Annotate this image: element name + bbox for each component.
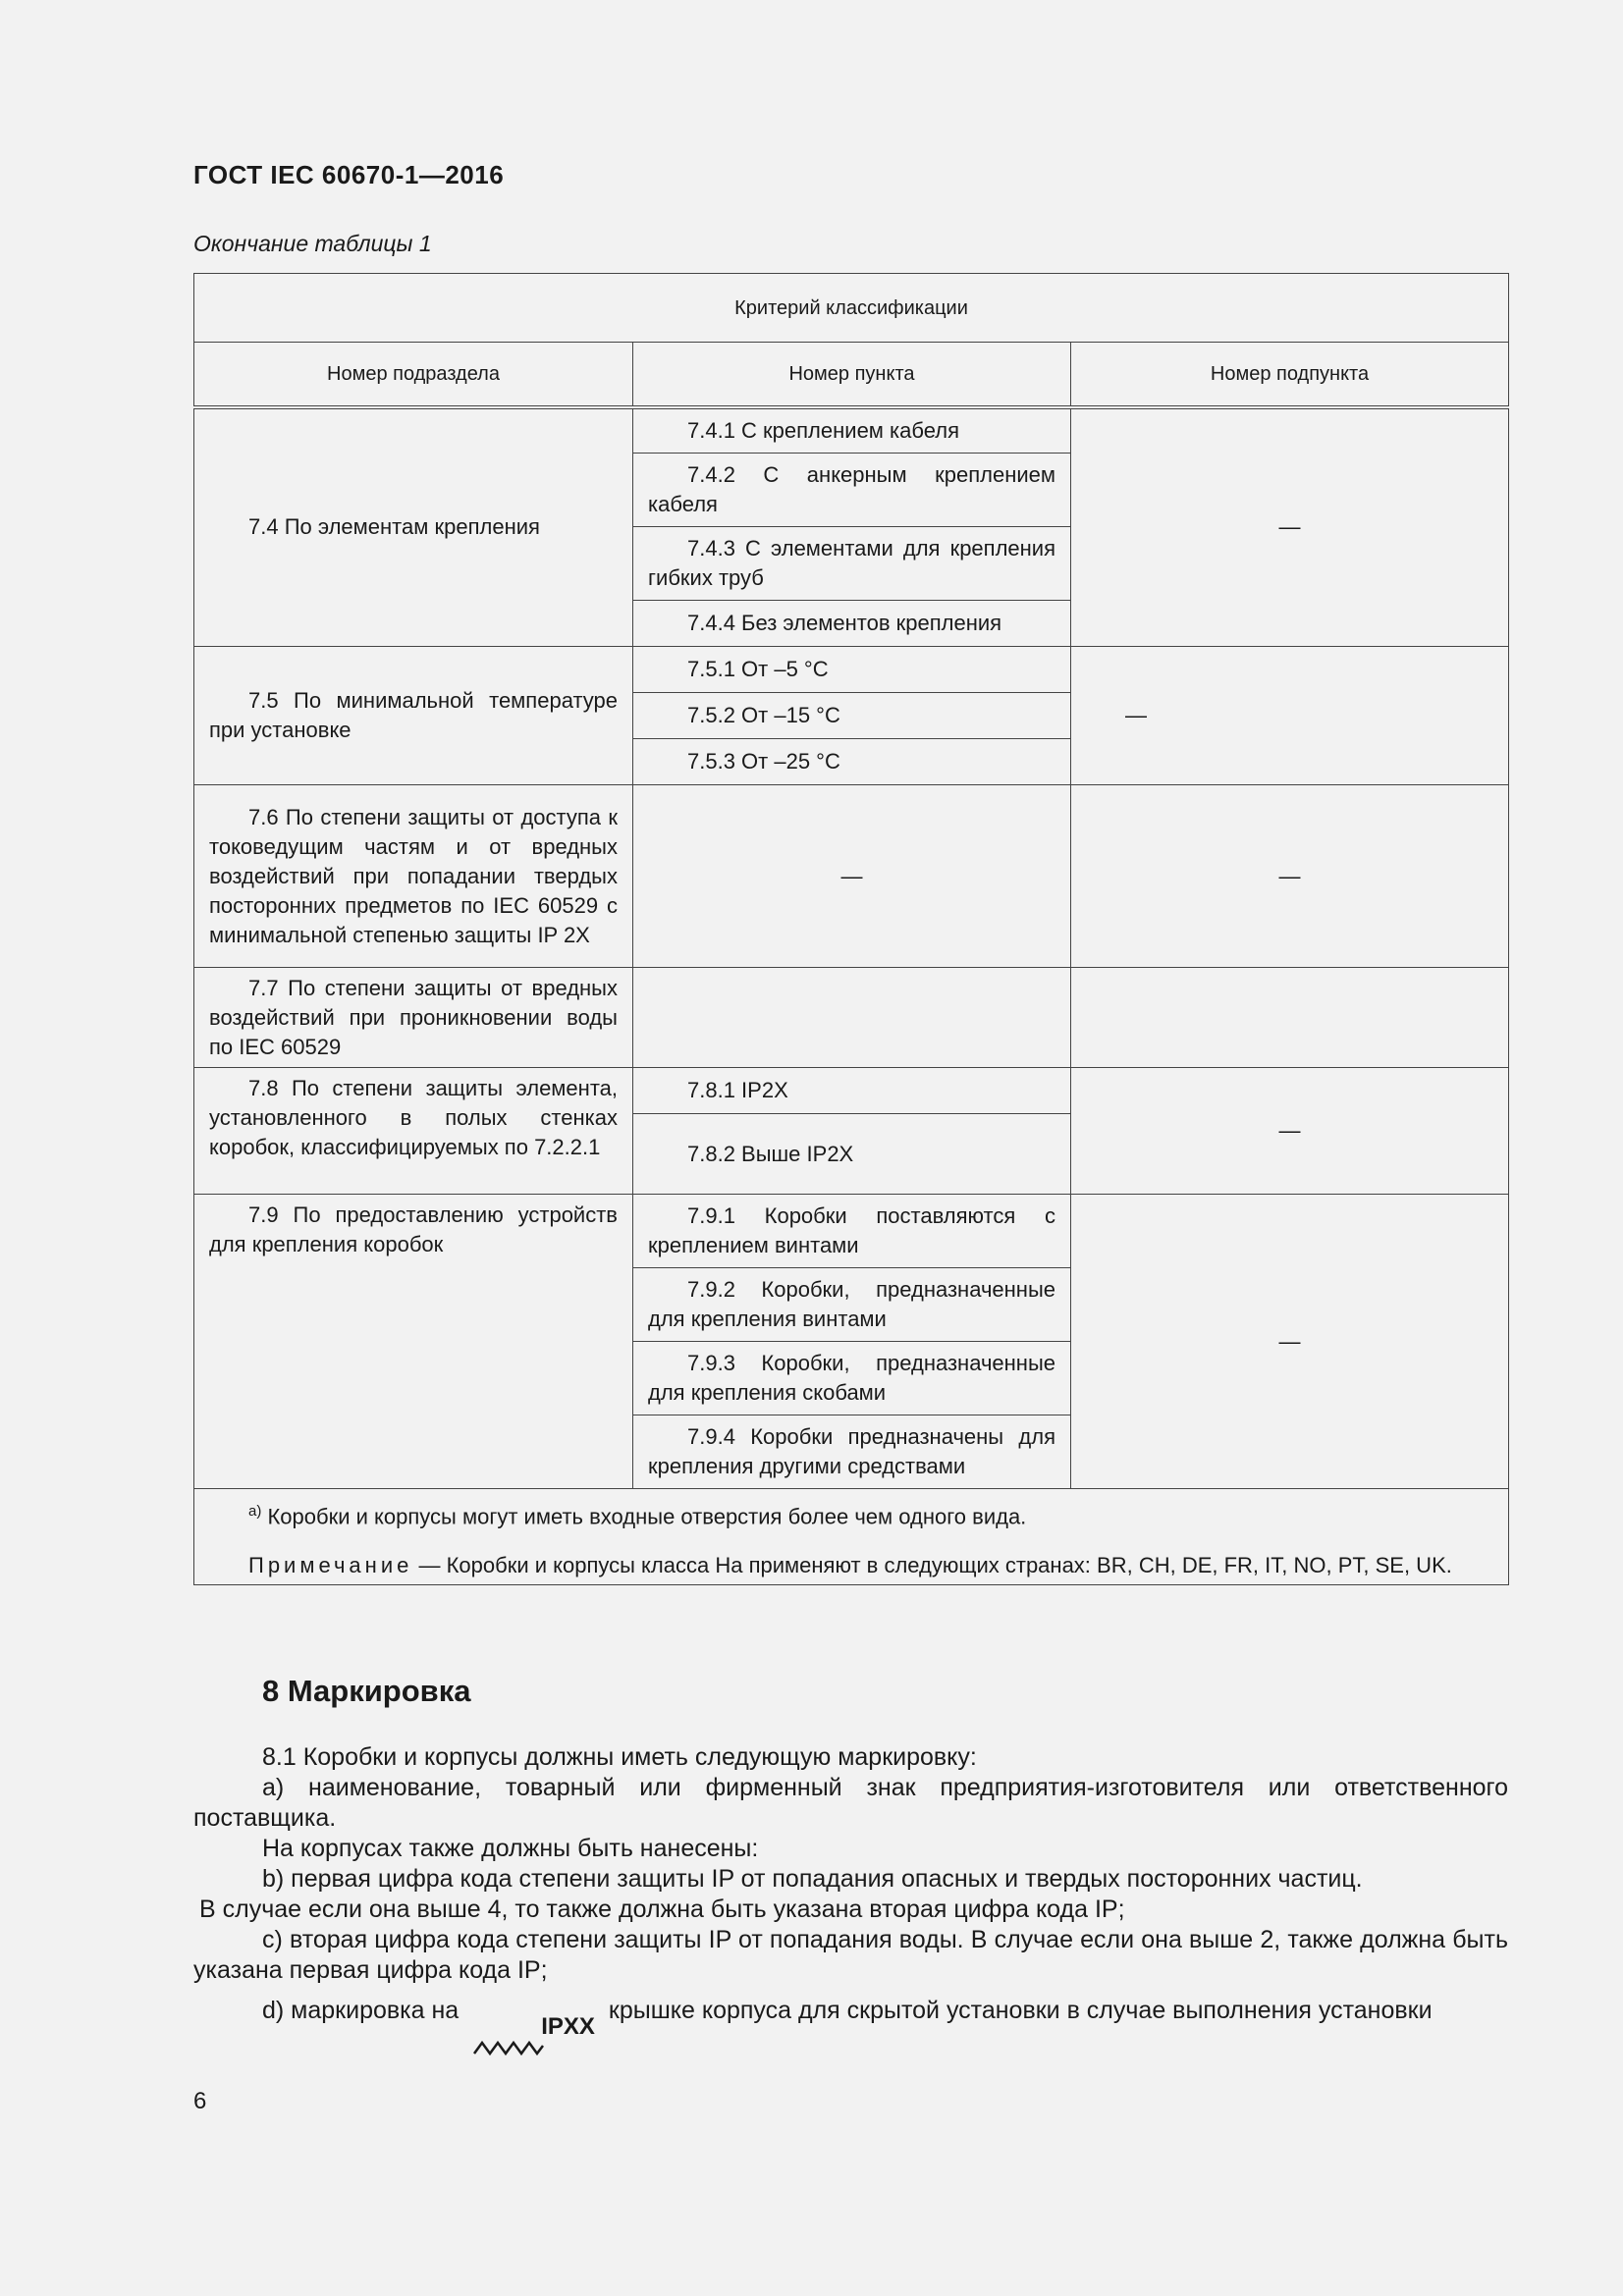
subitem-7-9: —: [1071, 1195, 1509, 1489]
subsection-7-4: 7.4 По элементам крепления: [194, 407, 633, 647]
item-7-5-3: 7.5.3 От –25 °С: [633, 739, 1071, 785]
col-header-subitem: Номер подпункта: [1071, 343, 1509, 407]
item-7-9-1: 7.9.1 Коробки поставляются с креплением винтами: [633, 1195, 1071, 1268]
subsection-7-6: 7.6 По степени защиты от доступа к токоведущим частям и от вредных воздействий при попадании твердых посторонних предметов по IEC 60529 с минимальной степенью защиты IP 2X: [194, 785, 633, 968]
subsection-7-7: 7.7 По степени защиты от вредных воздействий при проникновении воды по IEC 60529: [194, 968, 633, 1068]
subitem-7-6: —: [1071, 785, 1509, 968]
paragraph-8-1: 8.1 Коробки и корпусы должны иметь следующую маркировку:: [262, 1743, 977, 1771]
subsection-7-8: 7.8 По степени защиты элемента, установленного в полых стенках коробок, классифицируемых по 7.2.2.1: [194, 1068, 633, 1195]
item-7-9-3: 7.9.3 Коробки, предназначенные для крепления скобами: [633, 1342, 1071, 1415]
note-label: Примечание: [248, 1553, 413, 1578]
ipxx-symbol: IPXX: [472, 2016, 595, 2056]
col-header-item: Номер пункта: [633, 343, 1071, 407]
wave-icon: [472, 2040, 545, 2056]
paragraph-enclosures: На корпусах также должны быть нанесены:: [262, 1835, 759, 1862]
subitem-7-7: [1071, 968, 1509, 1068]
item-7-5-1: 7.5.1 От –5 °С: [633, 647, 1071, 693]
subitem-7-5: —: [1071, 647, 1509, 785]
body-text: [193, 1742, 1508, 2056]
footnote: $^{а)}$ Коробки и корпусы могут иметь входные отверстия более чем одного вида.: [248, 1503, 1027, 1529]
table-footnotes: [194, 1489, 1509, 1585]
paragraph-c: c) вторая цифра кода степени защиты IP от попадания воды. В случае если она выше 2, также должна быть указана первая цифра кода IP;: [193, 1926, 1508, 1984]
criteria-header: Критерий классификации: [194, 274, 1509, 343]
note-text: — Коробки и корпусы класса На применяют в следующих странах: BR, CH, DE, FR, IT, NO, PT, SE, UK.: [412, 1553, 1452, 1578]
item-7-7: [633, 968, 1071, 1068]
subsection-7-5: 7.5 По минимальной температуре при установке: [194, 647, 633, 785]
document-header: ГОСТ IEC 60670-1—2016: [193, 160, 505, 189]
classification-table: [193, 273, 1509, 1585]
item-7-4-1: 7.4.1 С креплением кабеля: [633, 407, 1071, 454]
item-7-5-2: 7.5.2 От –15 °С: [633, 693, 1071, 739]
table-caption: Окончание таблицы 1: [193, 231, 432, 256]
paragraph-b-cont: В случае если она выше 4, то также должна быть указана вторая цифра кода IP;: [199, 1896, 1125, 1923]
item-7-9-4: 7.9.4 Коробки предназначены для крепления другими средствами: [633, 1415, 1071, 1489]
subitem-7-8: —: [1071, 1068, 1509, 1195]
item-7-8-2: 7.8.2 Выше IP2X: [633, 1114, 1071, 1195]
paragraph-a: a) наименование, товарный или фирменный знак предприятия-изготовителя или ответственного поставщика.: [193, 1774, 1508, 1832]
item-7-9-2: 7.9.2 Коробки, предназначенные для крепления винтами: [633, 1268, 1071, 1342]
subsection-7-9: 7.9 По предоставлению устройств для крепления коробок: [194, 1195, 633, 1489]
page-number: 6: [193, 2088, 207, 2114]
item-7-4-3: 7.4.3 С элементами для крепления гибких труб: [633, 527, 1071, 601]
item-7-6: —: [633, 785, 1071, 968]
table-note: [209, 1551, 1454, 1580]
paragraph-b: b) первая цифра кода степени защиты IP от попадания опасных и твердых посторонних частиц.: [262, 1865, 1363, 1893]
section-title: 8 Маркировка: [262, 1674, 471, 1708]
item-7-8-1: 7.8.1 IP2X: [633, 1068, 1071, 1114]
item-7-4-2: 7.4.2 С анкерным креплением кабеля: [633, 454, 1071, 527]
item-7-4-4: 7.4.4 Без элементов крепления: [633, 601, 1071, 647]
subitem-7-4: —: [1071, 407, 1509, 647]
col-header-subsection: Номер подраздела: [194, 343, 633, 407]
paragraph-d: d) маркировка наIPXX крышке корпуса для скрытой установки в случае выполнения установки: [193, 1996, 1508, 2056]
